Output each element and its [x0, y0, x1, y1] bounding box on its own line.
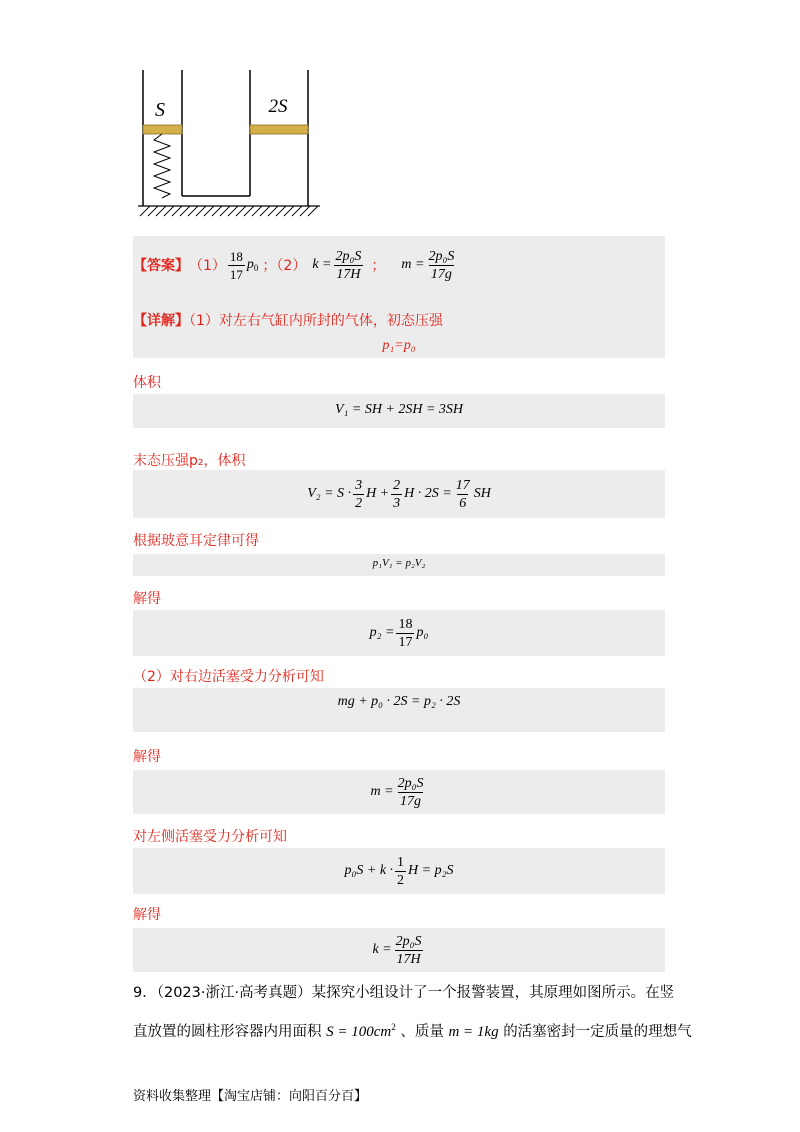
answer-m-fraction: $\frac{\text{2p₀S}}{17g}$ — [428, 248, 455, 282]
solve-label-3: 解得 — [133, 907, 161, 923]
answer-part1: （1） — [189, 258, 226, 274]
left-piston-label: 对左侧活塞受力分析可知 — [133, 829, 287, 845]
left-piston-eq: p₀S + k · $\frac{1}{2}$ H = p₂S — [344, 854, 454, 888]
answer-m-lhs: m = — [401, 257, 425, 272]
final-state-label: 末态压强p₂，体积 — [133, 453, 246, 469]
label-s: S — [155, 99, 165, 121]
volume-label: 体积 — [133, 375, 161, 391]
part2-label: （2）对右边活塞受力分析可知 — [133, 669, 324, 685]
boyle-eq: p₁V₁ = p₂V₂ — [372, 557, 426, 569]
p2-eq: p₂ = $\frac{18}{17}$ p₀ — [369, 616, 429, 650]
cylinder-figure — [130, 68, 325, 218]
question-line-1: 9．（2023·浙江·高考真题）某探究小组设计了一个报警装置，其原理如图所示。在竖 — [133, 985, 675, 1001]
answer-sep1: ；（2） — [262, 258, 307, 274]
detail-text: （1）对左右气缸内所封的气体，初态压强 — [189, 313, 443, 329]
right-piston-eq: mg + p₀ · 2S = p₂ · 2S — [337, 694, 461, 709]
k-eq: k = $\frac{\text{2p₀S}}{17H}$ — [372, 933, 422, 967]
answer-tag: 【答案】 — [133, 258, 189, 274]
m-eq: m = $\frac{\text{2p₀S}}{17g}$ — [370, 775, 424, 809]
answer-p1-fraction: $\frac{18}{17}$ — [229, 248, 243, 282]
boyle-label: 根据玻意耳定律可得 — [133, 533, 259, 549]
question-line-2: 直放置的圆柱形容器内用面积 $S = 100cm^2$ 、质量 m = 1kg 的活塞密封一定质量的理想气 — [133, 1022, 692, 1040]
detail-tag: 【详解】 — [133, 313, 189, 329]
v2-eq: V₂ = S · $\frac{3}{2}$ H + $\frac{2}{3}$ H · 2S = $\frac{17}{6}$ SH — [307, 477, 491, 511]
answer-k-lhs: k = — [312, 257, 332, 272]
v1-eq: V₁ = SH + 2SH = 3SH — [334, 402, 464, 417]
answer-sep2: ； — [371, 258, 386, 274]
solve-label-1: 解得 — [133, 591, 161, 607]
detail-p1-eq: p₁=p₀ — [382, 338, 416, 353]
detail-line — [133, 310, 443, 330]
answer-k-fraction: $\frac{\text{2p₀S}}{17H}$ — [335, 248, 362, 282]
answer-line — [133, 248, 458, 282]
footer-source: 资料收集整理【淘宝店铺：向阳百分百】 — [133, 1089, 368, 1104]
solve-label-2: 解得 — [133, 749, 161, 765]
label-2s: 2S — [268, 96, 288, 117]
answer-p1-var: $p_0$ — [246, 257, 259, 273]
